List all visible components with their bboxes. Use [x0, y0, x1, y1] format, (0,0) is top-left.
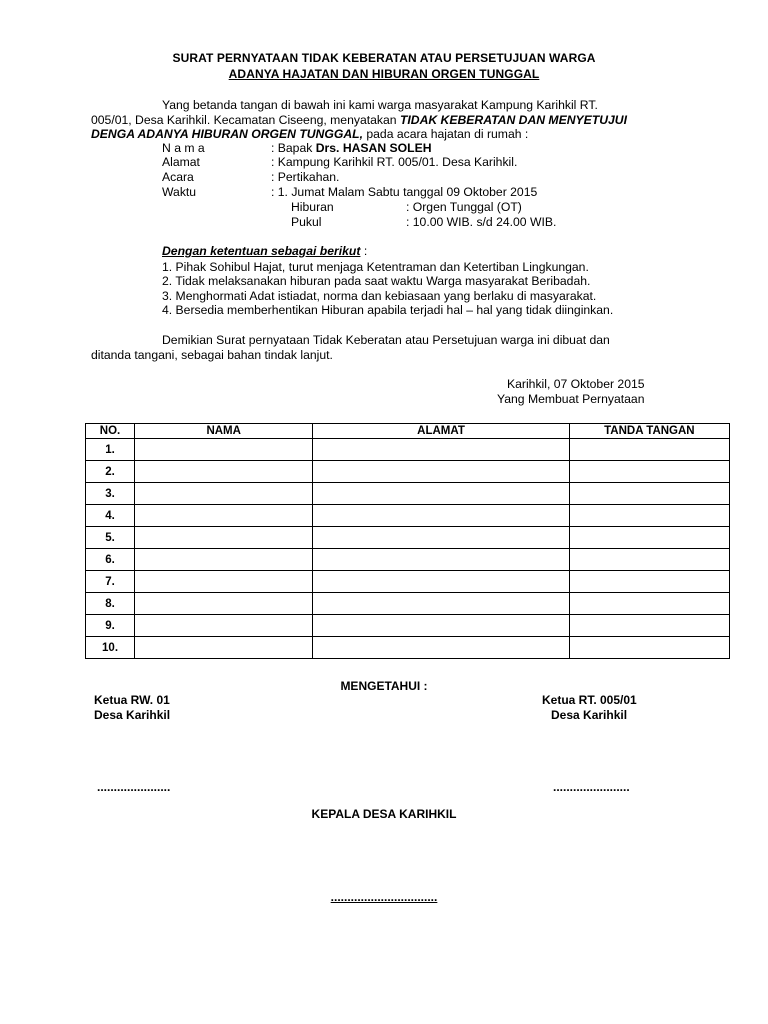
- table-header-row: [86, 424, 730, 439]
- table-row: [86, 439, 730, 461]
- tanda-tangan-cell: [569, 593, 729, 615]
- header-nama: NAMA: [135, 424, 313, 439]
- alamat-cell: [313, 461, 569, 483]
- row-number: 1.: [86, 439, 135, 461]
- rw-title: Ketua RW. 01: [94, 693, 170, 707]
- ketentuan-item: 2. Tidak melaksanakan hiburan pada saat waktu Warga masyarakat Beribadah.: [162, 274, 591, 288]
- table-row: [86, 505, 730, 527]
- rw-signature-line: ......................: [97, 780, 171, 794]
- alamat-cell: [313, 637, 569, 659]
- alamat-cell: [313, 505, 569, 527]
- nama-cell: [135, 439, 313, 461]
- table-row: [86, 461, 730, 483]
- nama-cell: [135, 593, 313, 615]
- rt-title: Ketua RT. 005/01: [542, 693, 637, 707]
- pukul-value: : 10.00 WIB. s/d 24.00 WIB.: [406, 215, 557, 229]
- statement-maker: Yang Membuat Pernyataan: [497, 392, 645, 406]
- tanda-tangan-cell: [569, 615, 729, 637]
- hiburan-value: : Orgen Tunggal (OT): [406, 200, 522, 214]
- alamat-cell: [313, 615, 569, 637]
- tanda-tangan-cell: [569, 549, 729, 571]
- tanda-tangan-cell: [569, 439, 729, 461]
- tanda-tangan-cell: [569, 483, 729, 505]
- closing-line-1: Demikian Surat pernyataan Tidak Keberatan atau Persetujuan warga ini dibuat dan: [162, 333, 610, 347]
- tanda-tangan-cell: [569, 461, 729, 483]
- alamat-cell: [313, 571, 569, 593]
- row-number: 6.: [86, 549, 135, 571]
- ketentuan-item: 4. Bersedia memberhentikan Hiburan apabila terjadi hal – hal yang tidak diinginkan.: [162, 303, 614, 317]
- ketentuan-heading: Dengan ketentuan sebagai berikut :: [162, 244, 368, 258]
- kepala-desa-signature-line: ................................: [330, 890, 438, 904]
- row-number: 5.: [86, 527, 135, 549]
- tanda-tangan-cell: [569, 527, 729, 549]
- waktu-value: : 1. Jumat Malam Sabtu tanggal 09 Oktober 2015: [271, 185, 538, 199]
- acara-value: : Pertikahan.: [271, 170, 340, 184]
- row-number: 8.: [86, 593, 135, 615]
- nama-cell: [135, 461, 313, 483]
- alamat-cell: [313, 527, 569, 549]
- rw-desa: Desa Karihkil: [94, 708, 171, 722]
- table-row: [86, 615, 730, 637]
- row-number: 2.: [86, 461, 135, 483]
- intro-line-3: DENGA ADANYA HIBURAN ORGEN TUNGGAL, pada acara hajatan di rumah :: [91, 127, 529, 141]
- table-row: [86, 549, 730, 571]
- nama-cell: [135, 615, 313, 637]
- document-subtitle: ADANYA HAJATAN DAN HIBURAN ORGEN TUNGGAL: [228, 67, 540, 81]
- pukul-label: Pukul: [291, 215, 322, 229]
- ketentuan-item: 1. Pihak Sohibul Hajat, turut menjaga Ketentraman dan Ketertiban Lingkungan.: [162, 260, 589, 274]
- intro-line-1: Yang betanda tangan di bawah ini kami warga masyarakat Kampung Karihkil RT.: [162, 98, 598, 112]
- alamat-cell: [313, 593, 569, 615]
- waktu-label: Waktu: [162, 185, 197, 199]
- tanda-tangan-cell: [569, 505, 729, 527]
- signature-table: [85, 423, 730, 659]
- mengetahui-heading: MENGETAHUI :: [340, 679, 428, 693]
- table-row: [86, 571, 730, 593]
- table-row: [86, 637, 730, 659]
- nama-cell: [135, 571, 313, 593]
- alamat-cell: [313, 483, 569, 505]
- tanda-tangan-cell: [569, 571, 729, 593]
- tanda-tangan-cell: [569, 637, 729, 659]
- header-no: NO.: [86, 424, 135, 439]
- nama-cell: [135, 505, 313, 527]
- nama-label: N a m a: [162, 141, 205, 155]
- place-date: Karihkil, 07 Oktober 2015: [507, 377, 645, 391]
- row-number: 3.: [86, 483, 135, 505]
- nama-cell: [135, 549, 313, 571]
- alamat-label: Alamat: [162, 155, 200, 169]
- rt-desa: Desa Karihkil: [551, 708, 628, 722]
- row-number: 7.: [86, 571, 135, 593]
- table-row: [86, 527, 730, 549]
- table-row: [86, 483, 730, 505]
- statement-emphasis: TIDAK KEBERATAN DAN MENYETUJUI: [399, 113, 627, 127]
- nama-cell: [135, 637, 313, 659]
- table-row: [86, 593, 730, 615]
- kepala-desa-title: KEPALA DESA KARIHKIL: [311, 807, 457, 821]
- alamat-cell: [313, 549, 569, 571]
- intro-line-2: 005/01, Desa Karihkil. Kecamatan Ciseeng, menyatakan TIDAK KEBERATAN DAN MENYETUJUI: [91, 113, 627, 127]
- nama-cell: [135, 527, 313, 549]
- alamat-cell: [313, 439, 569, 461]
- rt-signature-line: .......................: [553, 780, 630, 794]
- acara-label: Acara: [162, 170, 194, 184]
- nama-cell: [135, 483, 313, 505]
- header-tanda-tangan: TANDA TANGAN: [569, 424, 729, 439]
- row-number: 9.: [86, 615, 135, 637]
- closing-line-2: ditanda tangani, sebagai bahan tindak lanjut.: [91, 348, 333, 362]
- hiburan-label: Hiburan: [291, 200, 334, 214]
- ketentuan-item: 3. Menghormati Adat istiadat, norma dan kebiasaan yang berlaku di masyarakat.: [162, 289, 597, 303]
- row-number: 4.: [86, 505, 135, 527]
- nama-value: : Bapak Drs. HASAN SOLEH: [271, 141, 432, 155]
- alamat-value: : Kampung Karihkil RT. 005/01. Desa Karihkil.: [271, 155, 518, 169]
- row-number: 10.: [86, 637, 135, 659]
- statement-emphasis-2: DENGA ADANYA HIBURAN ORGEN TUNGGAL,: [91, 127, 363, 141]
- header-alamat: ALAMAT: [313, 424, 569, 439]
- document-title: SURAT PERNYATAAN TIDAK KEBERATAN ATAU PERSETUJUAN WARGA: [172, 51, 596, 65]
